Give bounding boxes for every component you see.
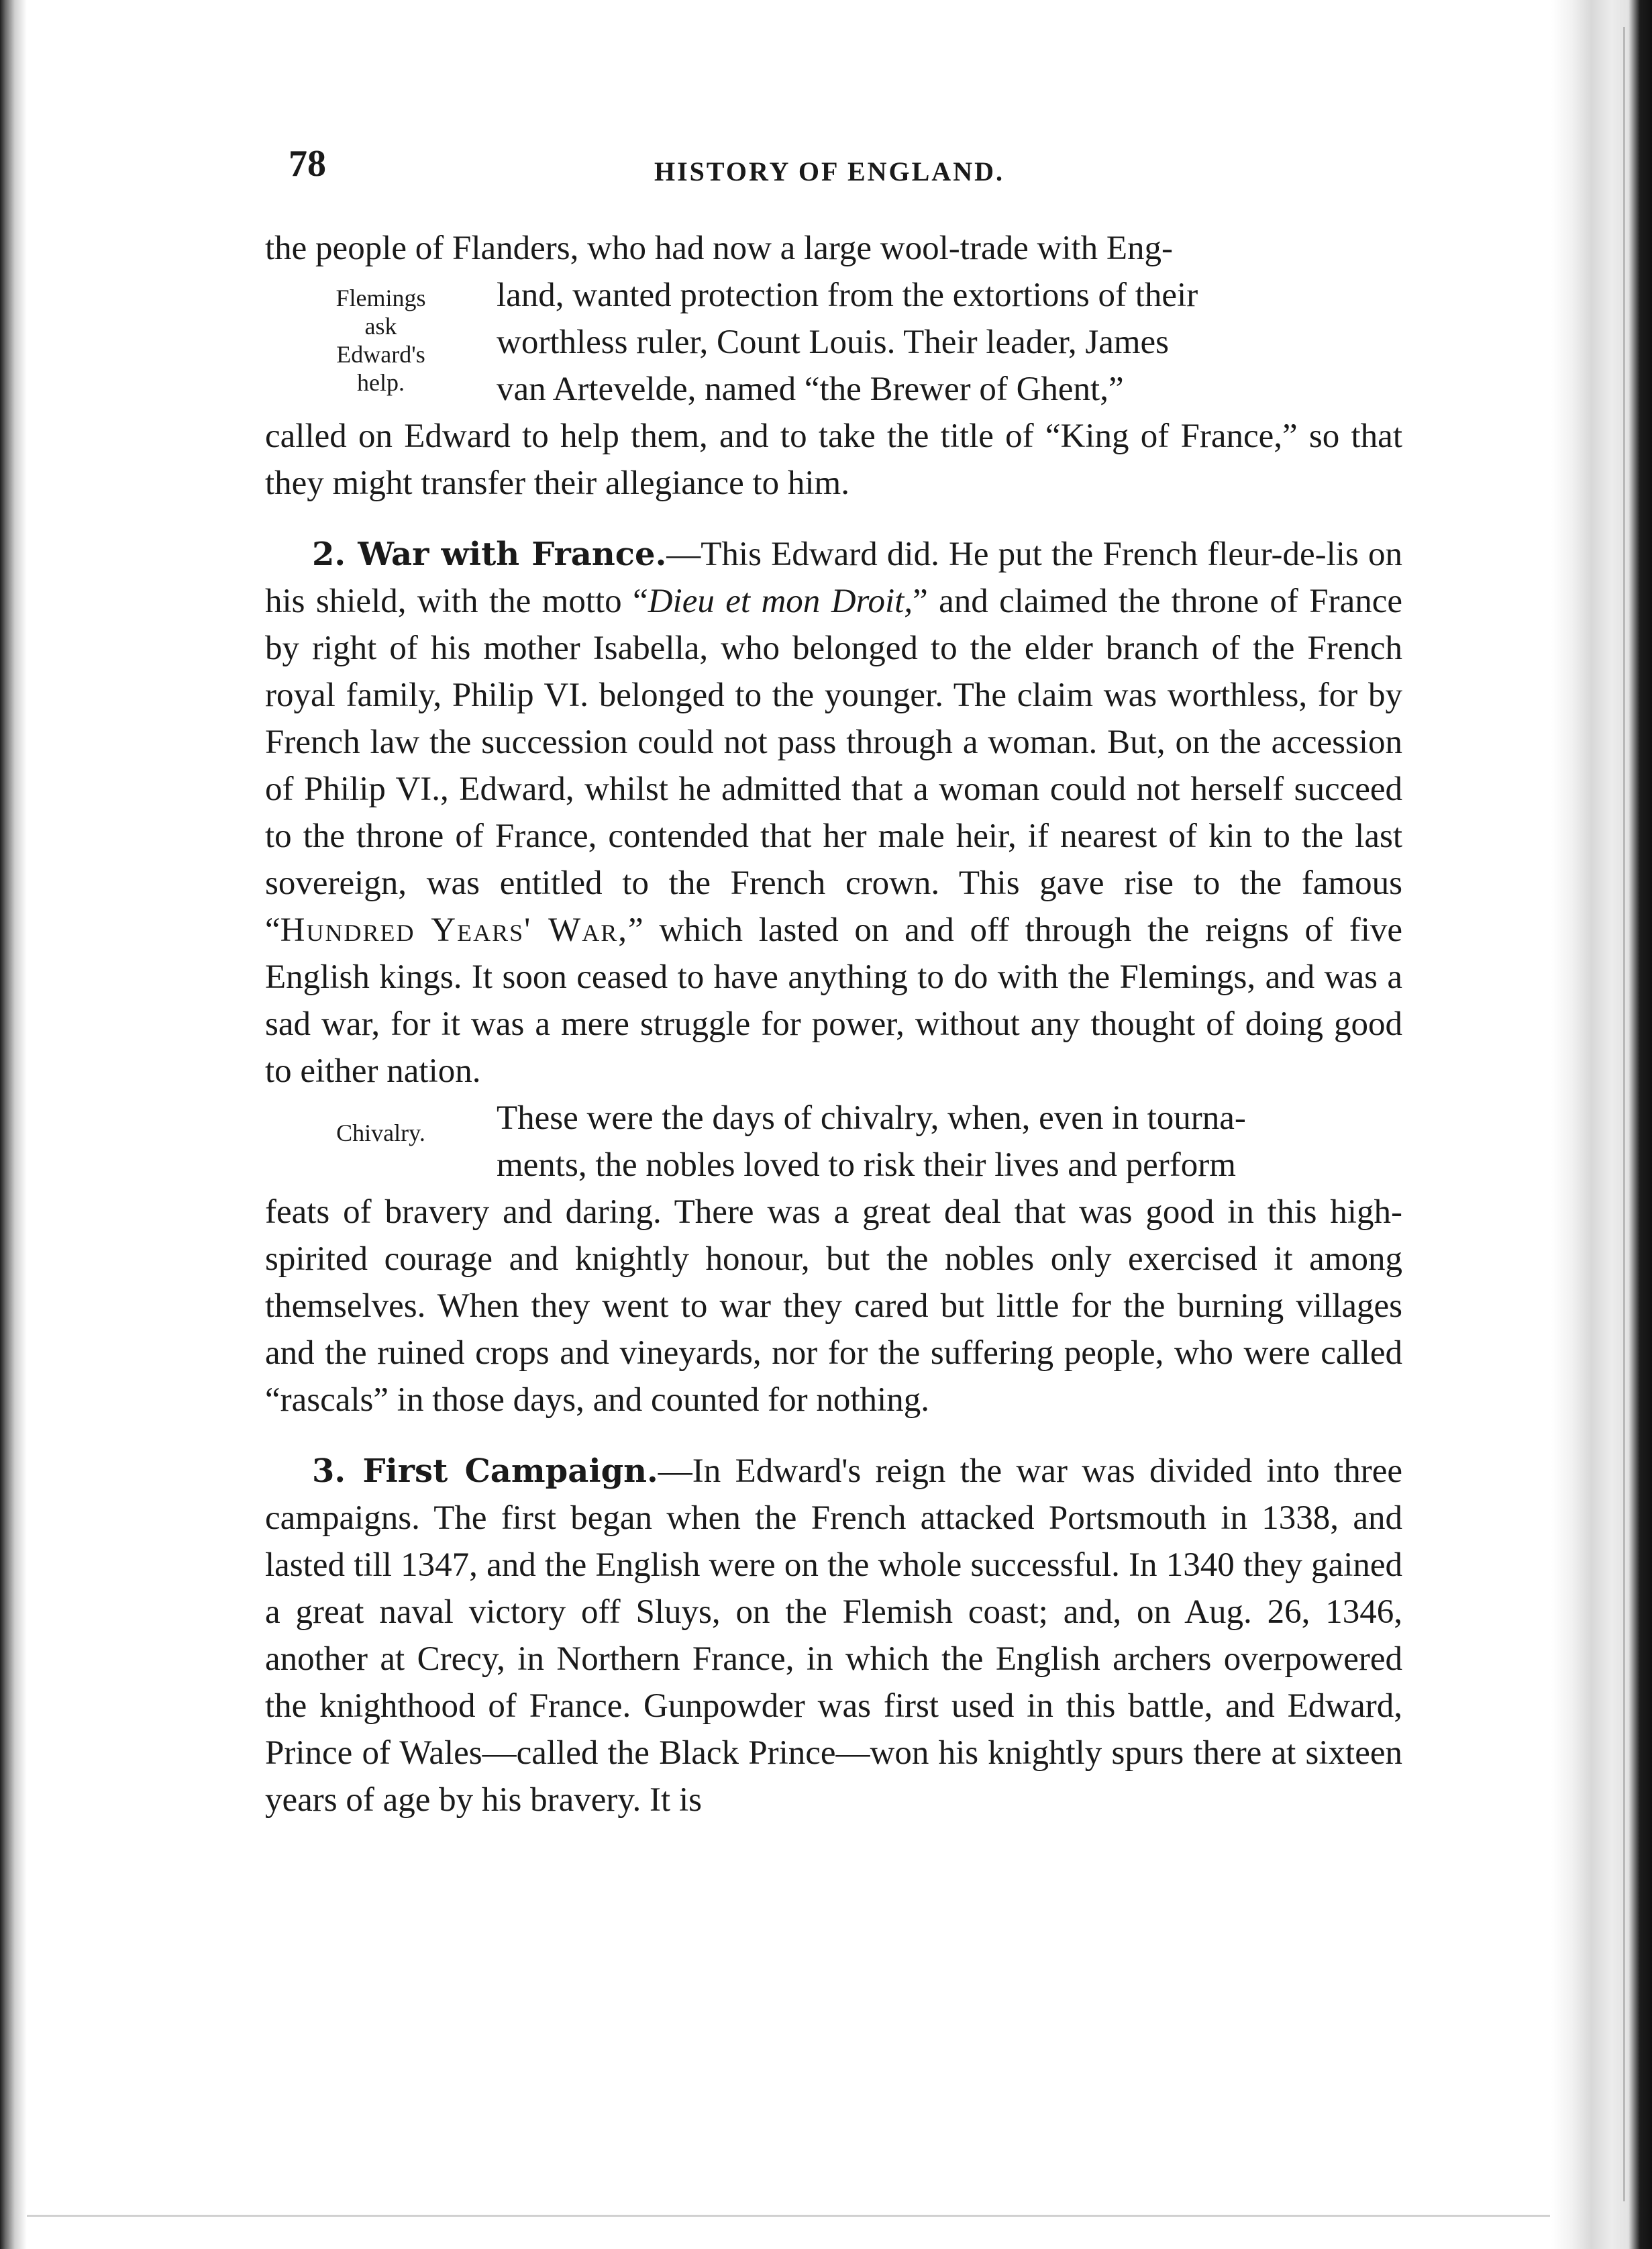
- motto-text: Dieu et mon Droit,: [648, 583, 913, 620]
- section-first-campaign: [265, 1448, 1402, 1823]
- margin-note-line: Edward's: [336, 341, 425, 368]
- chivalry-side-lines: [497, 1095, 1402, 1189]
- paragraph-flanders-rest: called on Edward to help them, and to take the title of “King of France,” so that they might transfer their allegiance to him.: [265, 417, 1402, 502]
- section-heading: 3. First Campaign.: [312, 1452, 658, 1490]
- margin-note-line: Flemings: [335, 285, 426, 311]
- section-text: ” and claimed the throne of France by right of his mother Isabella, who belonged to the elder branch of the French royal family, Philip VI. belonged to the younger. The claim was worthless, for by French law the succession could not pass through a woman. But, on the accession of Philip VI., Edward, whilst he admitted that a woman could not herself succeed to the throne of France, contended that her male heir, if nearest of kin to the last sovereign, was entitled to the French crown. This gave rise to the famous “: [265, 583, 1402, 949]
- text-line: worthless ruler, Count Louis. Their leader, James: [497, 323, 1169, 361]
- page-body: [265, 225, 1402, 1823]
- section-text: ” which lasted on and off through the reigns of five English kings. It soon ceased to have anything to do with the Flemings, and was a sad war, for it was a mere struggle for power, without any thought of doing good to either nation.: [265, 911, 1402, 1090]
- margin-note-line: ask: [364, 313, 397, 340]
- paragraph-flanders-line1: the people of Flanders, who had now a large wool-trade with Eng-: [265, 230, 1174, 267]
- section-text: —In Edward's reign the war was divided into three campaigns. The first began when the French attacked Portsmouth in 1338, and lasted till 1347, and the English were on the whole successful. In 1340 they gained a great naval victory off Sluys, on the Flemish coast; and, on Aug. 26, 1346, another at Crecy, in Northern France, in which the English archers overpowered the knighthood of France. Gunpowder was first used in this battle, and Edward, Prince of Wales—called the Black Prince—won his knightly spurs there at sixteen years of age by his bravery. It is: [265, 1452, 1402, 1819]
- scan-right-edge: [1551, 0, 1652, 2249]
- running-head: [289, 142, 1463, 196]
- flemings-side-lines: [497, 272, 1402, 413]
- text-line: These were the days of chivalry, when, even in tourna-: [497, 1099, 1246, 1137]
- section-heading: 2. War with France.: [312, 536, 667, 573]
- text-line: ments, the nobles loved to risk their lives and perform: [497, 1146, 1236, 1184]
- chivalry-sidenote-block: [265, 1095, 1402, 1189]
- margin-note-chivalry: Chivalry.: [336, 1119, 425, 1146]
- scan-right-line: [1623, 27, 1625, 2201]
- page-number: 78: [289, 143, 326, 185]
- text-line: land, wanted protection from the extortions of their: [497, 277, 1198, 314]
- flemings-sidenote-block: [265, 272, 1402, 413]
- scan-left-edge: [0, 0, 27, 2249]
- running-title: HISTORY OF ENGLAND.: [654, 156, 1004, 187]
- paragraph-chivalry-rest: feats of bravery and daring. There was a great deal that was good in this high-spirited courage and knightly honour, but the nobles only exercised it among themselves. When they went to war they cared but little for the burning villages and the ruined crops and vineyards, nor for the suffering people, who were called “rascals” in those days, and counted for nothing.: [265, 1193, 1402, 1419]
- section-text: —This Edward did. He put the French fleur-de-lis on his shield, with the motto “: [265, 536, 1402, 620]
- section-war-with-france: [265, 531, 1402, 1095]
- war-name: Hundred Years' War,: [280, 911, 629, 949]
- margin-note-line: help.: [357, 369, 405, 396]
- margin-note-flemings: [265, 284, 497, 397]
- text-line: van Artevelde, named “the Brewer of Ghent,”: [497, 370, 1124, 408]
- scan-bottom-line: [27, 2215, 1550, 2217]
